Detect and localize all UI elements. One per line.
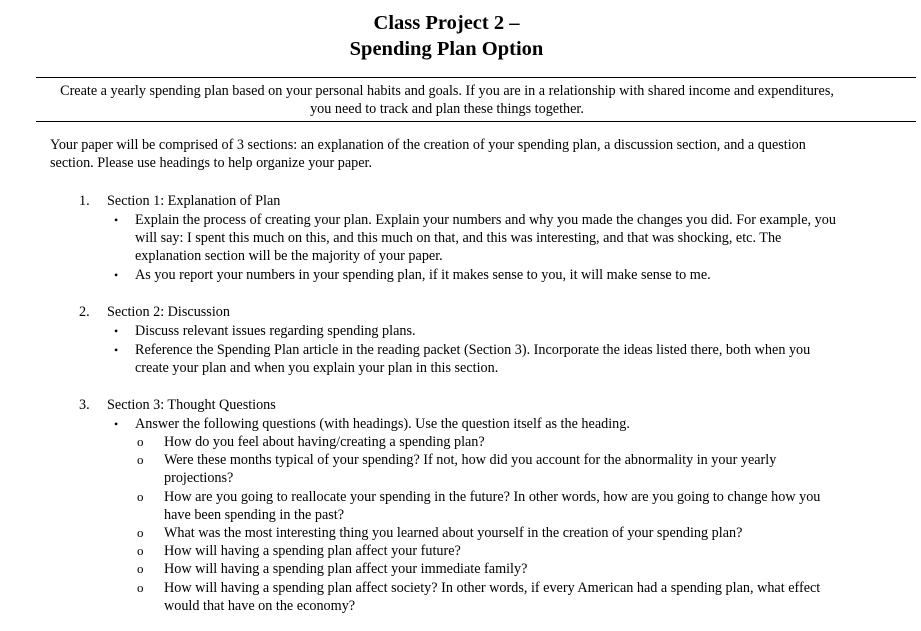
list-item: Answer the following questions (with headings). Use the question itself as the heading. [135, 416, 630, 432]
title-line-1: Class Project 2 – [373, 12, 520, 34]
section-number: 2. [79, 304, 90, 320]
bottom-rule [36, 121, 916, 122]
question-item: How do you feel about having/creating a spending plan? [164, 434, 485, 450]
circle-bullet-icon: o [137, 434, 144, 449]
list-item: Discuss relevant issues regarding spending plans. [135, 323, 416, 339]
question-item: How will having a spending plan affect society? In other words, if every American had a spending plan, what effect would that have on the economy? [164, 580, 821, 614]
section-number: 3. [79, 397, 90, 413]
intro-text: Create a yearly spending plan based on your personal habits and goals. If you are in a relationship with shared income and expenditures, you need to track and plan these things together. [60, 83, 834, 117]
question-item: What was the most interesting thing you learned about yourself in the creation of your spending plan? [164, 525, 743, 541]
bullet-icon: • [114, 268, 119, 282]
section-number: 1. [79, 193, 90, 209]
circle-bullet-icon: o [137, 452, 144, 467]
list-item: Reference the Spending Plan article in the reading packet (Section 3). Incorporate the ideas listed there, both when you create your plan and when you explain your plan in this section. [135, 342, 811, 376]
bullet-icon: • [114, 213, 119, 227]
bullet-icon: • [114, 417, 119, 431]
lead-paragraph: Your paper will be comprised of 3 sections: an explanation of the creation of your spending plan, a discussion section, and a question section. Please use headings to help organize your paper. [50, 137, 806, 171]
circle-bullet-icon: o [137, 543, 144, 558]
list-item: As you report your numbers in your spending plan, if it makes sense to you, it will make sense to me. [135, 267, 711, 283]
section-title: Section 2: Discussion [107, 304, 230, 320]
section-title: Section 1: Explanation of Plan [107, 193, 281, 209]
circle-bullet-icon: o [137, 489, 144, 504]
list-item: Explain the process of creating your plan. Explain your numbers and why you made the changes you did. For example, you will say: I spent this much on this, and this much on that, and this was interesting, and that was shocking, etc. The explanation section will be the majority of your paper. [135, 212, 836, 264]
bullet-icon: • [114, 324, 119, 338]
question-item: How are you going to reallocate your spending in the future? In other words, how are you going to change how you have been spending in the past? [164, 489, 821, 523]
title-line-2: Spending Plan Option [349, 38, 544, 60]
section-title: Section 3: Thought Questions [107, 397, 276, 413]
question-item: Were these months typical of your spending? If not, how did you account for the abnormality in your yearly projections? [164, 452, 777, 486]
top-rule [36, 77, 916, 78]
question-item: How will having a spending plan affect your immediate family? [164, 561, 528, 577]
bullet-icon: • [114, 343, 119, 357]
circle-bullet-icon: o [137, 561, 144, 576]
circle-bullet-icon: o [137, 525, 144, 540]
question-item: How will having a spending plan affect your future? [164, 543, 461, 559]
circle-bullet-icon: o [137, 580, 144, 595]
